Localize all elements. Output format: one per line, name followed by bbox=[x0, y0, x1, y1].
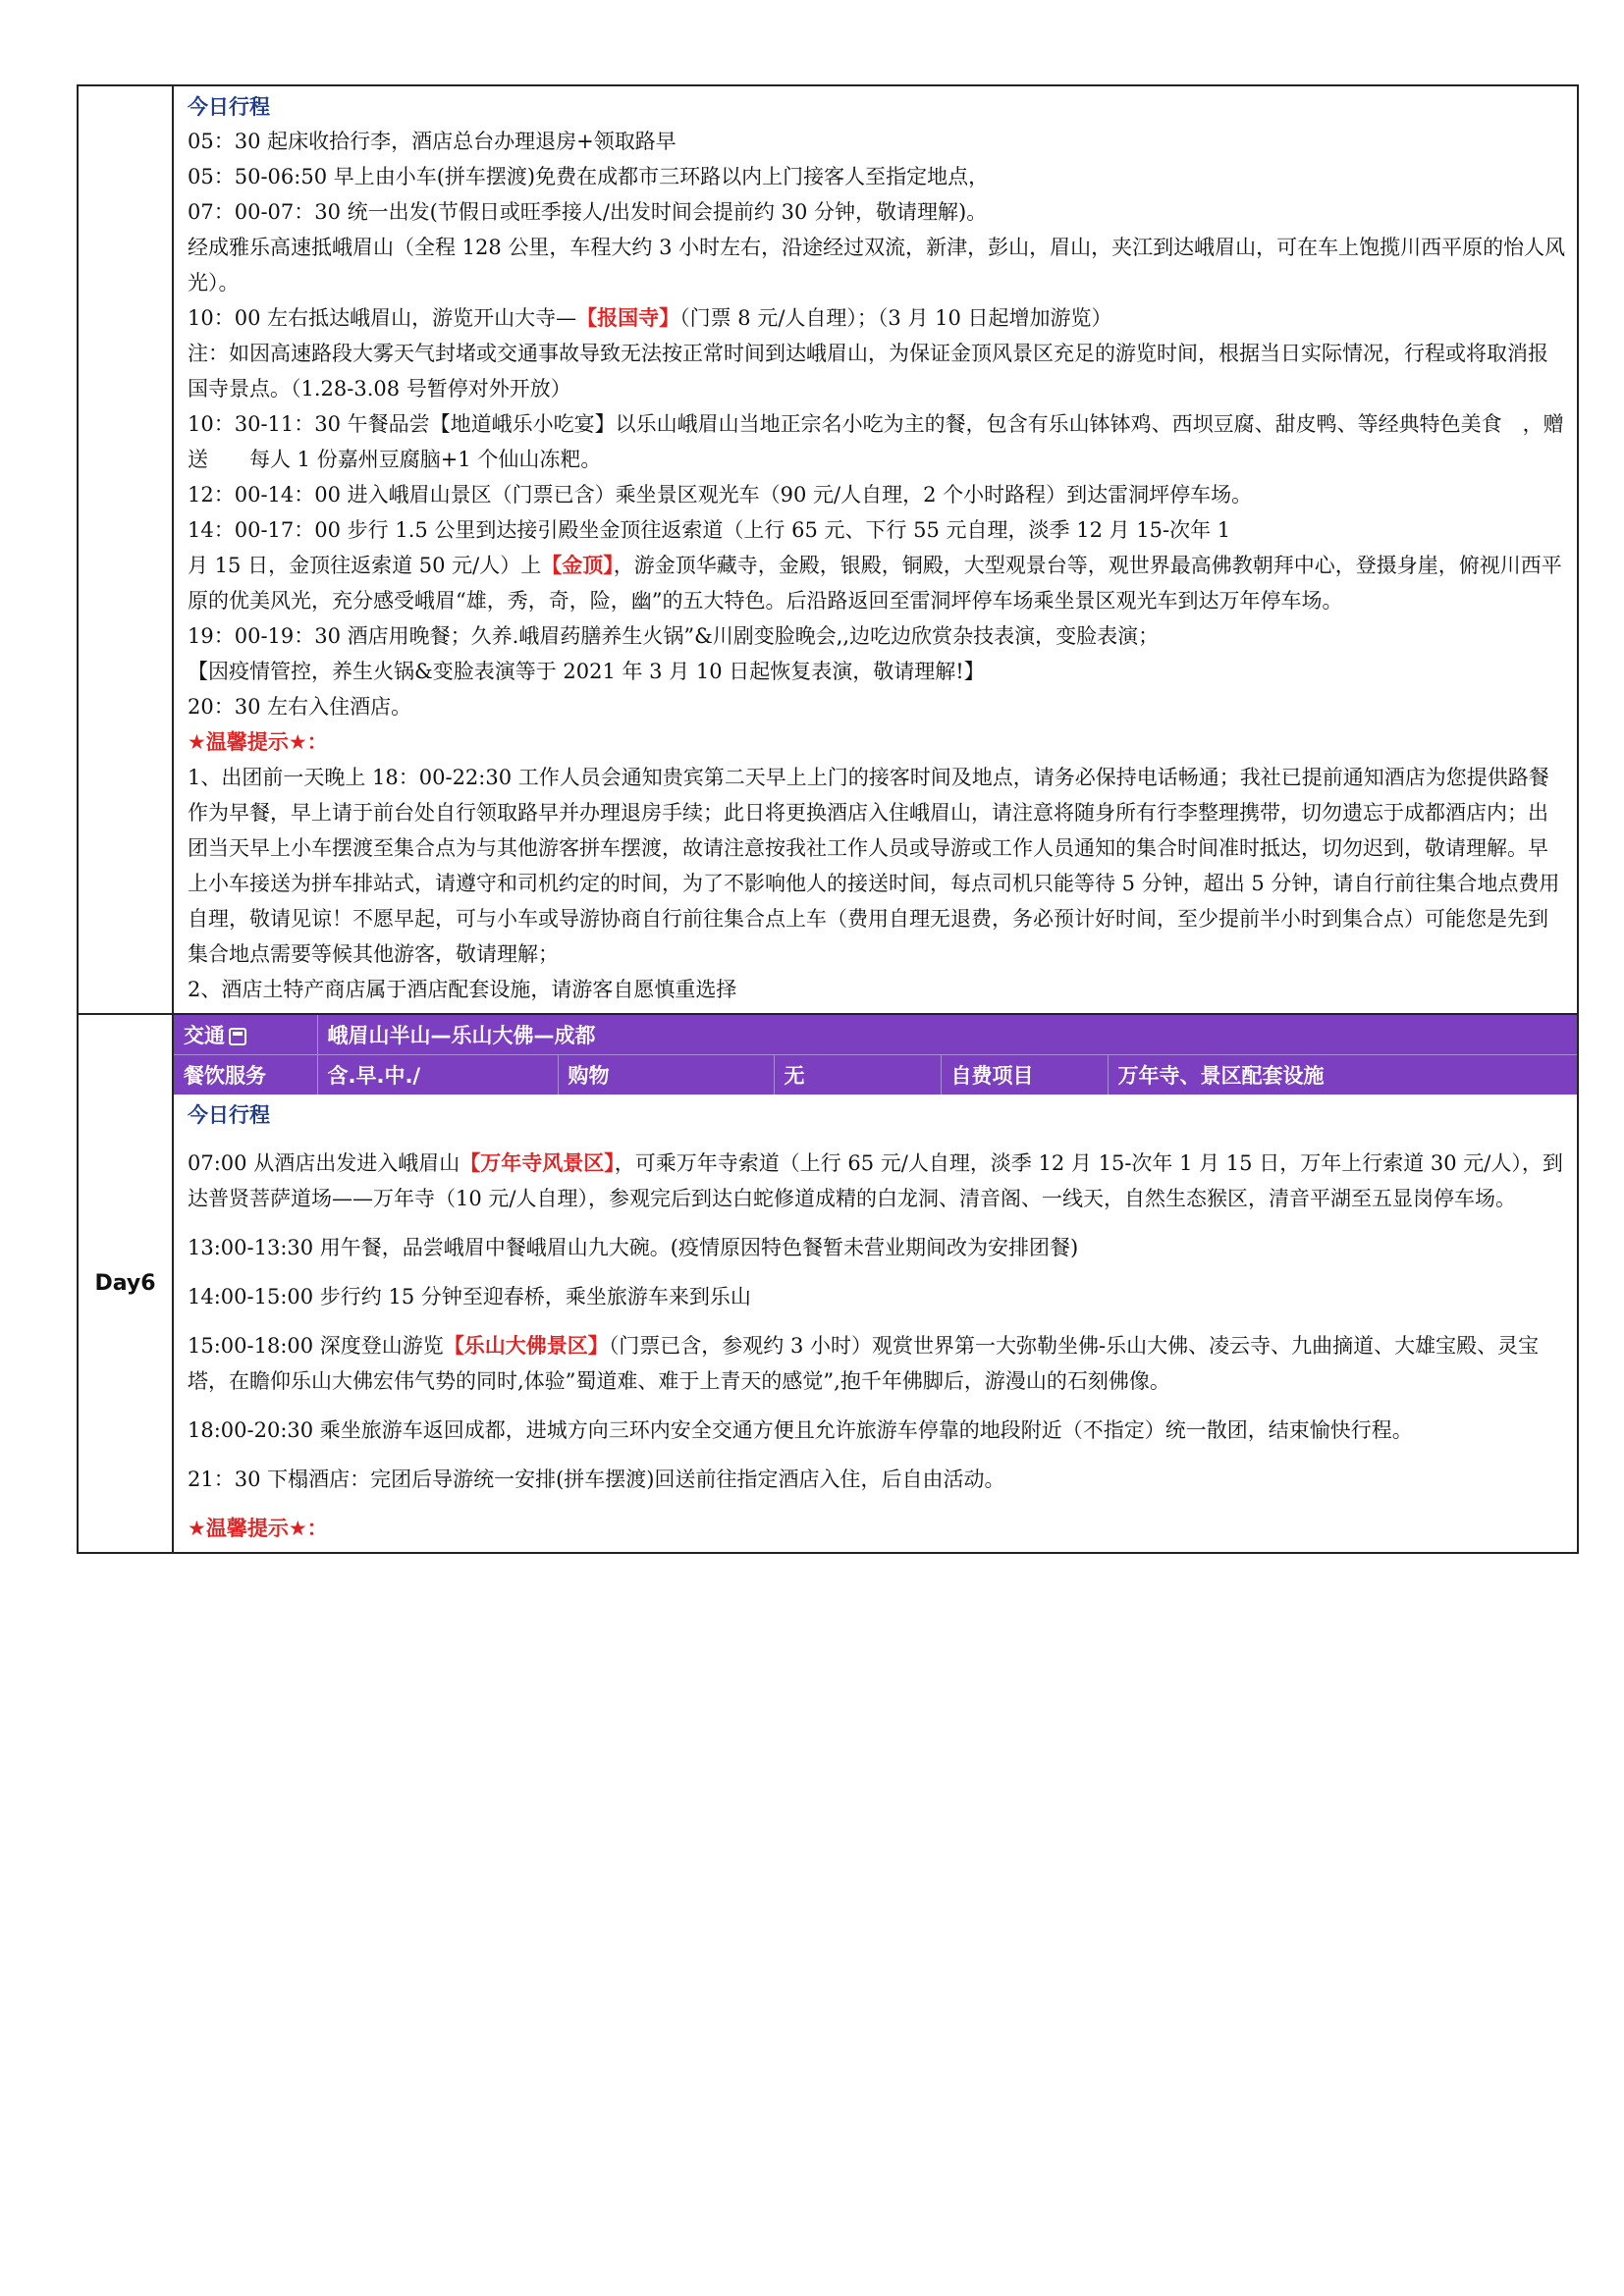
baoguo-post: （门票 8 元/人自理）；（3 月 10 日起增加游览） bbox=[679, 306, 1112, 330]
day5-baoguo-line bbox=[188, 300, 1567, 336]
transport-row bbox=[174, 1015, 1577, 1055]
jinding-post: ，游金顶华藏寺，金殿，银殿，铜殿，大型观景台等，观世界最高佛教朝拜中心，登摄身崖，俯视川西平原的优美风光，充分感受峨眉“雄，秀，奇，险，幽”的五大特色。后沿路返回至雷洞坪停车场乘坐景区观光车到达万年停车场。 bbox=[188, 554, 1562, 613]
day5-line: 【因疫情管控，养生火锅&变脸表演等于 2021 年 3 月 10 日起恢复表演，敬请理解!】 bbox=[188, 660, 985, 683]
extra-value: 万年寺、景区配套设施 bbox=[1108, 1055, 1577, 1095]
baoguo-pre: 10：00 左右抵达峨眉山，游览开山大寺— bbox=[188, 306, 577, 330]
day5-line: 注：如因高速路段大雾天气封堵或交通事故导致无法按正常时间到达峨眉山，为保证金顶风景区充足的游览时间，根据当日实际情况，行程或将取消报国寺景点。（1.28-3.08 号暂停对外开放） bbox=[188, 342, 1548, 400]
day6-line: 21：30 下榻酒店：完团后导游统一安排(拼车摆渡)回送前往指定酒店入住，后自由活动。 bbox=[188, 1468, 1005, 1491]
bus-icon bbox=[229, 1028, 246, 1045]
dafo-highlight: 【乐山大佛景区】 bbox=[443, 1333, 609, 1358]
day6-dafo-line bbox=[188, 1328, 1567, 1399]
shopping-label: 购物 bbox=[558, 1055, 774, 1095]
day6-tip-title: ★温馨提示★： bbox=[188, 1517, 328, 1540]
day6-line: 18:00-20:30 乘坐旅游车返回成都，进城方向三环内安全交通方便且允许旅游车停靠的地段附近（不指定）统一散团，结束愉快行程。 bbox=[188, 1418, 1413, 1442]
day5-line: 19：00-19：30 酒店用晚餐；久养.峨眉药膳养生火锅”&川剧变脸晚会,,边吃边欣赏杂技表演，变脸表演； bbox=[188, 624, 1160, 648]
wannian-post: ，可乘万年寺索道（上行 65 元/人自理，淡季 12 月 15-次年 1 月 15 日，万年上行索道 30 元/人），到达普贤菩萨道场——万年寺（10 元/人自理），参观完后到达白蛇修道成精的白龙洞、清音阁、一线天，自然生态猴区，清音平湖至五显岗停车场。 bbox=[188, 1151, 1563, 1210]
day6-content-cell bbox=[173, 1014, 1578, 1553]
day5-section-title: 今日行程 bbox=[188, 95, 270, 119]
day5-line: 10：30-11：30 午餐品尝【地道峨乐小吃宴】以乐山峨眉山当地正宗名小吃为主的餐，包含有乐山钵钵鸡、西坝豆腐、甜皮鸭、等经典特色美食 ，赠送 每人 1 份嘉州豆腐脑+1 个仙山冻粑。 bbox=[188, 412, 1564, 471]
day5-line: 14：00-17：00 步行 1.5 公里到达接引殿坐金顶往返索道（上行 65 元、下行 55 元自理，淡季 12 月 15-次年 1 bbox=[188, 518, 1231, 542]
itinerary-page bbox=[77, 84, 1579, 1554]
day5-jinding-line bbox=[188, 548, 1567, 618]
meal-value: 含.早.中./ bbox=[317, 1055, 558, 1095]
service-row bbox=[174, 1055, 1577, 1095]
day6-info-bar bbox=[174, 1015, 1577, 1095]
itinerary-table bbox=[77, 84, 1579, 1554]
day6-row bbox=[78, 1014, 1578, 1553]
jinding-pre: 月 15 日，金顶往返索道 50 元/人）上 bbox=[188, 554, 542, 577]
day5-tip: 2、酒店土特产商店属于酒店配套设施，请游客自愿慎重选择 bbox=[188, 978, 737, 1001]
day5-line: 07：00-07：30 统一出发(节假日或旺季接人/出发时间会提前约 30 分钟，敬请理解)。 bbox=[188, 200, 988, 224]
shopping-value: 无 bbox=[774, 1055, 941, 1095]
transport-label-cell bbox=[174, 1015, 317, 1055]
day6-section-title: 今日行程 bbox=[188, 1103, 270, 1127]
day5-tip: 1、出团前一天晚上 18：00-22:30 工作人员会通知贵宾第二天早上上门的接客时间及地点，请务必保持电话畅通；我社已提前通知酒店为您提供路餐作为早餐，早上请于前台处自行领取路早并办理退房手续；此日将更换酒店入住峨眉山，请注意将随身所有行李整理携带，切勿遗忘于成都酒店内；出团当天早上小车摆渡至集合点为与其他游客拼车摆渡，故请注意按我社工作人员或导游或工作人员通知的集合时间准时抵达，切勿迟到，敬请理解。早上小车接送为拼车排站式，请遵守和司机约定的时间，为了不影响他人的接送时间，每点司机只能等待 5 分钟，超出 5 分钟，请自行前往集合地点费用自理，敬请见谅！不愿早起，可与小车或导游协商自行前往集合点上车（费用自理无退费，务必预计好时间，至少提前半小时到集合点）可能您是先到集合地点需要等候其他游客，敬请理解； bbox=[188, 766, 1560, 966]
day6-label: Day6 bbox=[78, 1014, 173, 1553]
dafo-post: （门票已含，参观约 3 小时）观赏世界第一大弥勒坐佛-乐山大佛、凌云寺、九曲摘道、大雄宝殿、灵宝塔，在瞻仰乐山大佛宏伟气势的同时,体验”蜀道难、难于上青天的感觉”,抱千年佛脚后，游漫山的石刻佛像。 bbox=[188, 1334, 1540, 1393]
day5-label-cell bbox=[78, 85, 173, 1014]
day5-line: 12：00-14：00 进入峨眉山景区（门票已含）乘坐景区观光车（90 元/人自理，2 个小时路程）到达雷洞坪停车场。 bbox=[188, 483, 1253, 507]
day5-row bbox=[78, 85, 1578, 1014]
meal-label: 餐饮服务 bbox=[174, 1055, 317, 1095]
day6-info-table bbox=[174, 1015, 1577, 1095]
day6-wannian-line bbox=[188, 1146, 1567, 1216]
wannian-highlight: 【万年寺风景区】 bbox=[460, 1150, 615, 1175]
day5-tip-title: ★温馨提示★： bbox=[188, 730, 328, 754]
wannian-pre: 07:00 从酒店出发进入峨眉山 bbox=[188, 1151, 460, 1175]
day5-line: 05：30 起床收拾行李，酒店总台办理退房+领取路早 bbox=[188, 130, 677, 153]
day5-line: 20：30 左右入住酒店。 bbox=[188, 695, 412, 719]
day6-line: 13:00-13:30 用午餐，品尝峨眉中餐峨眉山九大碗。(疫情原因特色餐暂未营业期间改为安排团餐) bbox=[188, 1236, 1079, 1259]
extra-label: 自费项目 bbox=[941, 1055, 1108, 1095]
day5-line: 05：50-06:50 早上由小车(拼车摆渡)免费在成都市三环路以内上门接客人至指定地点， bbox=[188, 165, 990, 188]
day6-line: 14:00-15:00 步行约 15 分钟至迎春桥，乘坐旅游车来到乐山 bbox=[188, 1285, 751, 1308]
route-value: 峨眉山半山—乐山大佛—成都 bbox=[327, 1024, 596, 1047]
day5-content-cell bbox=[173, 85, 1578, 1014]
day5-line: 经成雅乐高速抵峨眉山（全程 128 公里，车程大约 3 小时左右，沿途经过双流，新津，彭山，眉山，夹江到达峨眉山，可在车上饱揽川西平原的怡人风光）。 bbox=[188, 236, 1566, 294]
transport-label: 交通 bbox=[184, 1024, 225, 1047]
jinding-highlight: 【金顶】 bbox=[541, 553, 614, 577]
dafo-pre: 15:00-18:00 深度登山游览 bbox=[188, 1334, 444, 1358]
baoguo-highlight: 【报国寺】 bbox=[576, 305, 680, 330]
